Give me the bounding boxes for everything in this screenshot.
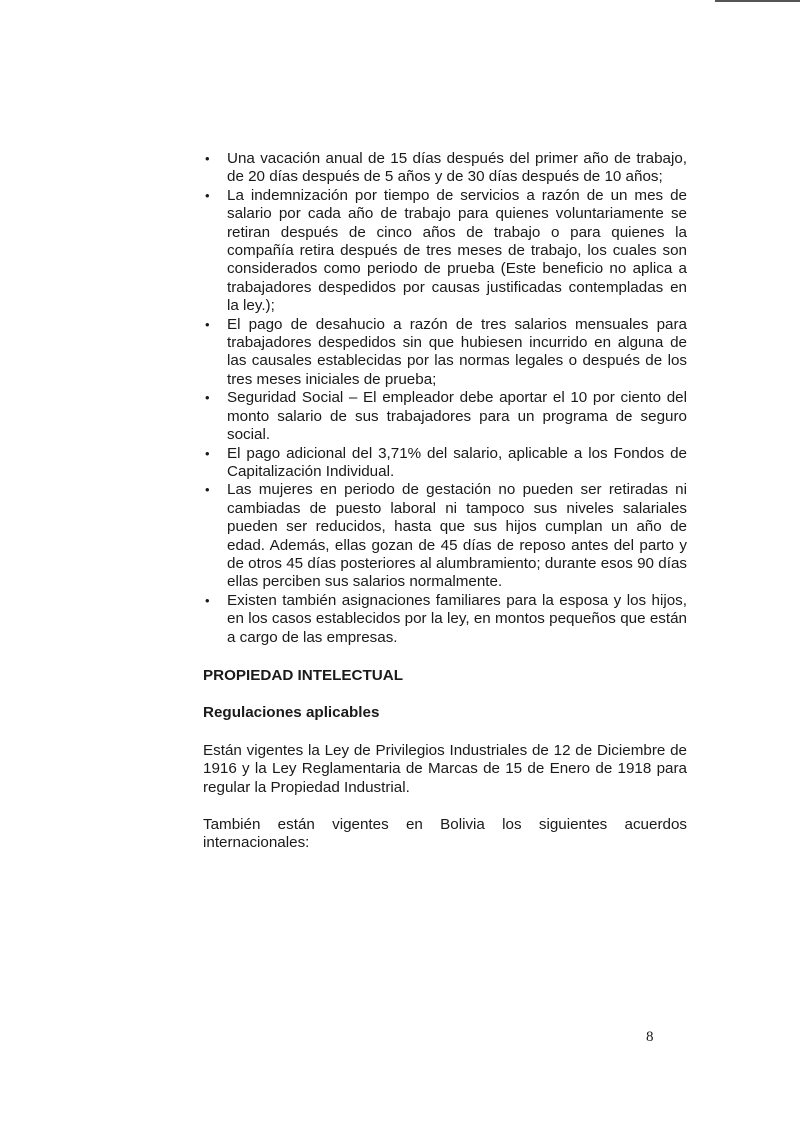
paragraph: Están vigentes la Ley de Privilegios Industriales de 12 de Diciembre de 1916 y la Ley Reglamentaria de Marcas de 15 de Enero de 1918 para regular la Propiedad Industrial. <box>203 741 687 796</box>
list-item <box>203 187 687 316</box>
list-item-text: Seguridad Social – El empleador debe aportar el 10 por ciento del monto salario de sus trabajadores para un programa de seguro social. <box>227 389 687 444</box>
list-item <box>203 316 687 390</box>
list-item <box>203 445 687 482</box>
benefits-list <box>203 150 687 647</box>
bullet-icon: • <box>205 482 210 498</box>
list-item-text: El pago adicional del 3,71% del salario, aplicable a los Fondos de Capitalización Individual. <box>227 444 687 480</box>
list-item <box>203 150 687 187</box>
bullet-icon: • <box>205 187 210 203</box>
subsection-heading: Regulaciones aplicables <box>203 704 380 722</box>
list-item <box>203 481 687 591</box>
list-item-text: Las mujeres en periodo de gestación no pueden ser retiradas ni cambiadas de puesto laboral ni tampoco sus niveles salariales pueden ser reducidos, hasta que sus hijos cumplan un año de edad. Además, ellas gozan de 45 días de reposo antes del parto y de otros 45 días posteriores al alumbramiento; durante esos 90 días ellas perciben sus salarios normalmente. <box>227 481 687 591</box>
paragraph: También están vigentes en Bolivia los siguientes acuerdos internacionales: <box>203 816 687 852</box>
list-item-text: El pago de desahucio a razón de tres salarios mensuales para trabajadores despedidos sin que hubiesen incurrido en alguna de las causales establecidas por las normas legales o después de los tres meses iniciales de prueba; <box>227 315 687 388</box>
list-item-text: Existen también asignaciones familiares para la esposa y los hijos, en los casos establecidos por la ley, en montos pequeños que están a cargo de las empresas. <box>227 591 687 646</box>
bullet-icon: • <box>205 151 210 166</box>
top-edge-rule <box>715 0 800 2</box>
bullet-icon: • <box>205 592 210 608</box>
section-heading: PROPIEDAD INTELECTUAL <box>203 666 403 684</box>
bullet-icon: • <box>205 445 210 461</box>
list-item-text: Una vacación anual de 15 días después del primer año de trabajo, de 20 días después de 5 años y de 30 días después de 10 años; <box>227 150 687 186</box>
page-number: 8 <box>646 1029 654 1045</box>
list-item-text: La indemnización por tiempo de servicios a razón de un mes de salario por cada año de trabajo para quienes voluntariamente se retiran después de cinco años de trabajo o para quienes la compañía retira después de tres meses de trabajo, los cuales son considerados como periodo de prueba (Este beneficio no aplica a trabajadores despedidos por causas justificadas contempladas en la ley.); <box>227 186 687 315</box>
bullet-icon: • <box>205 390 210 406</box>
page-body <box>203 150 687 853</box>
bullet-icon: • <box>205 316 210 332</box>
list-item <box>203 389 687 444</box>
list-item <box>203 592 687 647</box>
